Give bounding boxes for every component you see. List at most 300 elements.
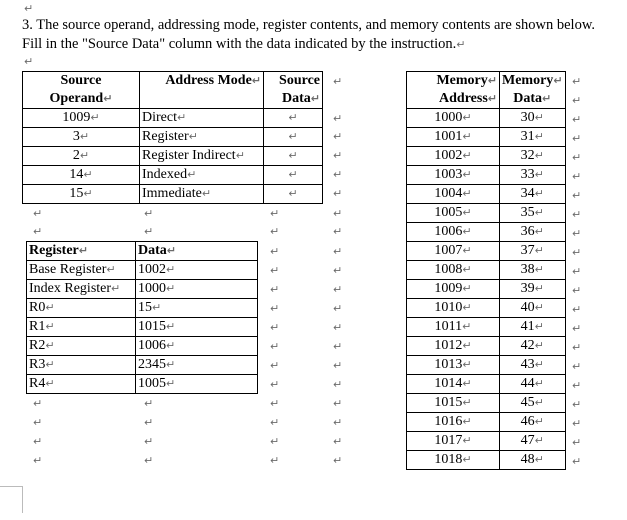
memory-address-cell-text: 1004 (434, 186, 463, 201)
paragraph-mark: ↵ (534, 358, 544, 371)
memory-address-cell-text: 1011 (434, 319, 463, 334)
paragraph-mark: ↵ (534, 434, 544, 447)
table-row (407, 375, 566, 394)
paragraph-mark: ↵ (33, 225, 43, 238)
table-row (407, 413, 566, 432)
paragraph-mark: ↵ (462, 206, 472, 219)
paragraph-mark: ↵ (24, 2, 34, 15)
paragraph-mark: ↵ (462, 187, 472, 200)
paragraph-mark: ↵ (201, 187, 212, 200)
memory-address-cell-text: 1010 (434, 300, 463, 315)
paragraph-mark: ↵ (333, 187, 343, 200)
table-row (27, 318, 258, 337)
paragraph-mark: ↵ (553, 74, 563, 87)
paragraph-mark: ↵ (288, 130, 298, 143)
memory-address-cell-text: 1017 (434, 433, 463, 448)
register-data-cell-text: 1000 (138, 281, 166, 296)
header-text: Memory (436, 73, 488, 88)
paragraph-mark: ↵ (235, 149, 245, 162)
address-mode-cell (140, 128, 264, 147)
table-row (23, 147, 323, 166)
memory-address-cell (407, 299, 500, 318)
header-source-data (264, 72, 323, 109)
source-table (22, 71, 323, 204)
paragraph-mark: ↵ (270, 340, 280, 353)
paragraph-mark: ↵ (534, 244, 544, 257)
paragraph-mark: ↵ (310, 92, 320, 105)
paragraph-mark: ↵ (270, 302, 280, 315)
source-operand-cell (23, 166, 140, 185)
header-data (136, 242, 258, 261)
paragraph-mark: ↵ (534, 225, 544, 238)
paragraph-mark: ↵ (462, 358, 472, 371)
register-data-cell (136, 299, 258, 318)
memory-data-cell (500, 147, 566, 166)
memory-data-cell (500, 451, 566, 470)
table-row (407, 299, 566, 318)
register-name-cell-text: R0 (29, 300, 46, 315)
source-operand-cell-text: 3 (72, 129, 80, 144)
memory-data-cell (500, 299, 566, 318)
memory-data-cell-text: 30 (520, 110, 535, 125)
register-data-cell-text: 1006 (138, 338, 166, 353)
paragraph-mark: ↵ (270, 321, 280, 334)
memory-data-cell (500, 280, 566, 299)
paragraph-mark: ↵ (534, 396, 544, 409)
paragraph-mark: ↵ (144, 454, 154, 467)
address-mode-cell (140, 147, 264, 166)
header-memory-address (407, 72, 500, 109)
register-name-cell (27, 375, 136, 394)
header-text: Data (513, 91, 543, 106)
memory-address-cell (407, 109, 500, 128)
paragraph-mark: ↵ (79, 130, 90, 143)
address-mode-cell-text: Register (142, 129, 189, 144)
register-data-cell (136, 337, 258, 356)
memory-data-cell-text: 34 (520, 186, 535, 201)
paragraph-mark: ↵ (572, 113, 582, 126)
memory-data-cell (500, 375, 566, 394)
paragraph-mark: ↵ (462, 263, 472, 276)
table-row (407, 356, 566, 375)
paragraph-mark: ↵ (33, 207, 43, 220)
paragraph-mark: ↵ (83, 168, 93, 181)
paragraph-mark: ↵ (333, 359, 343, 372)
paragraph-mark: ↵ (24, 55, 34, 68)
paragraph-mark: ↵ (462, 149, 472, 162)
header-text: Address (439, 91, 488, 106)
memory-address-cell (407, 166, 500, 185)
paragraph-mark: ↵ (33, 454, 43, 467)
page-corner (0, 486, 23, 513)
paragraph-mark: ↵ (144, 435, 154, 448)
paragraph-mark: ↵ (572, 132, 582, 145)
memory-data-cell (500, 185, 566, 204)
paragraph-mark: ↵ (176, 111, 187, 124)
memory-address-cell (407, 432, 500, 451)
question-label: 3. The source operand, addressing mode, register contents, and memory contents are shown below. Fill in the "Source Data" column with the data indicated by the instruction. (22, 17, 595, 52)
paragraph-mark: ↵ (33, 435, 43, 448)
address-mode-cell-text: Immediate (142, 186, 202, 201)
paragraph-mark: ↵ (187, 168, 197, 181)
paragraph-mark: ↵ (144, 225, 154, 238)
paragraph-mark: ↵ (572, 398, 582, 411)
paragraph-mark: ↵ (288, 168, 298, 181)
memory-address-cell-text: 1016 (434, 414, 463, 429)
paragraph-mark: ↵ (534, 282, 544, 295)
header-address-mode (140, 72, 264, 109)
paragraph-mark: ↵ (462, 130, 472, 143)
paragraph-mark: ↵ (462, 301, 472, 314)
paragraph-mark: ↵ (534, 206, 544, 219)
paragraph-mark: ↵ (462, 415, 472, 428)
paragraph-mark: ↵ (534, 130, 544, 143)
source-operand-cell-text: 2 (72, 148, 80, 163)
paragraph-mark: ↵ (333, 397, 343, 410)
memory-address-cell-text: 1005 (434, 205, 463, 220)
paragraph-mark: ↵ (572, 417, 582, 430)
memory-data-cell-text: 40 (520, 300, 535, 315)
table-row (407, 109, 566, 128)
paragraph-mark: ↵ (251, 74, 261, 87)
header-source-operand (23, 72, 140, 109)
memory-data-cell (500, 128, 566, 147)
register-data-cell-text: 2345 (138, 357, 166, 372)
header-text: Data (282, 91, 311, 106)
memory-data-cell-text: 37 (520, 243, 535, 258)
header-register (27, 242, 136, 261)
memory-table (406, 71, 566, 470)
register-data-cell (136, 356, 258, 375)
memory-address-cell (407, 128, 500, 147)
header-text: Memory (502, 73, 554, 88)
header-text: Address Mode (165, 73, 252, 88)
paragraph-mark: ↵ (462, 396, 472, 409)
table-row (407, 280, 566, 299)
paragraph-mark: ↵ (270, 359, 280, 372)
paragraph-mark: ↵ (166, 282, 176, 295)
paragraph-mark: ↵ (45, 301, 55, 314)
paragraph-mark: ↵ (333, 130, 343, 143)
memory-data-cell (500, 394, 566, 413)
paragraph-mark: ↵ (572, 94, 582, 107)
paragraph-mark: ↵ (534, 415, 544, 428)
paragraph-mark: ↵ (572, 303, 582, 316)
paragraph-mark: ↵ (333, 149, 343, 162)
paragraph-mark: ↵ (572, 379, 582, 392)
register-name-cell (27, 337, 136, 356)
paragraph-mark: ↵ (333, 225, 343, 238)
paragraph-mark: ↵ (462, 377, 472, 390)
source-data-cell[interactable] (264, 109, 323, 128)
memory-address-cell (407, 185, 500, 204)
table-row (27, 261, 258, 280)
paragraph-mark: ↵ (90, 111, 100, 124)
table-row (23, 166, 323, 185)
paragraph-mark: ↵ (572, 284, 582, 297)
memory-address-cell (407, 261, 500, 280)
paragraph-mark: ↵ (270, 435, 280, 448)
table-row (407, 261, 566, 280)
paragraph-mark: ↵ (456, 38, 466, 51)
paragraph-mark: ↵ (572, 227, 582, 240)
paragraph-mark: ↵ (572, 455, 582, 468)
memory-address-cell-text: 1003 (434, 167, 463, 182)
memory-data-cell (500, 413, 566, 432)
paragraph-mark: ↵ (78, 244, 88, 257)
table-row (407, 242, 566, 261)
memory-data-cell-text: 39 (520, 281, 535, 296)
paragraph-mark: ↵ (534, 453, 544, 466)
paragraph-mark: ↵ (333, 321, 343, 334)
memory-data-cell (500, 432, 566, 451)
address-mode-cell-text: Direct (142, 110, 177, 125)
table-row (407, 318, 566, 337)
memory-address-cell-text: 1009 (434, 281, 463, 296)
paragraph-mark: ↵ (288, 149, 298, 162)
memory-data-cell-text: 36 (520, 224, 535, 239)
paragraph-mark: ↵ (462, 320, 472, 333)
memory-data-cell (500, 204, 566, 223)
table-row (407, 166, 566, 185)
memory-address-cell-text: 1012 (434, 338, 463, 353)
table-row (27, 356, 258, 375)
paragraph-mark: ↵ (462, 282, 472, 295)
paragraph-mark: ↵ (270, 454, 280, 467)
paragraph-mark: ↵ (270, 245, 280, 258)
register-data-cell-text: 1002 (138, 262, 166, 277)
paragraph-mark: ↵ (45, 339, 55, 352)
paragraph-mark: ↵ (166, 358, 176, 371)
table-row (27, 375, 258, 394)
paragraph-mark: ↵ (45, 358, 55, 371)
header-text: Register (29, 243, 79, 258)
header-text: Operand (49, 91, 104, 106)
paragraph-mark: ↵ (572, 436, 582, 449)
table-row (23, 109, 323, 128)
paragraph-mark: ↵ (166, 244, 176, 257)
memory-address-cell (407, 375, 500, 394)
memory-data-cell-text: 47 (520, 433, 535, 448)
memory-address-cell-text: 1015 (434, 395, 463, 410)
paragraph-mark: ↵ (534, 377, 544, 390)
header-text: Source (60, 73, 102, 88)
register-data-cell-text: 1015 (138, 319, 166, 334)
table-row (27, 337, 258, 356)
source-operand-cell-text: 1009 (62, 110, 91, 125)
memory-address-cell-text: 1001 (434, 129, 463, 144)
table-row (23, 185, 323, 204)
paragraph-mark: ↵ (572, 170, 582, 183)
memory-data-cell-text: 46 (520, 414, 535, 429)
paragraph-mark: ↵ (270, 397, 280, 410)
paragraph-mark: ↵ (270, 264, 280, 277)
paragraph-mark: ↵ (144, 207, 154, 220)
paragraph-mark: ↵ (487, 74, 497, 87)
table-row (23, 128, 323, 147)
register-name-cell (27, 356, 136, 375)
memory-address-cell-text: 1013 (434, 357, 463, 372)
paragraph-mark: ↵ (333, 168, 343, 181)
paragraph-mark: ↵ (288, 111, 298, 124)
paragraph-mark: ↵ (572, 341, 582, 354)
source-data-cell[interactable] (264, 185, 323, 204)
table-row (407, 147, 566, 166)
paragraph-mark: ↵ (288, 187, 298, 200)
paragraph-mark: ↵ (333, 207, 343, 220)
register-name-cell-text: Base Register (29, 262, 107, 277)
register-name-cell-text: R3 (29, 357, 46, 372)
memory-data-cell (500, 261, 566, 280)
register-name-cell (27, 318, 136, 337)
memory-data-cell-text: 48 (520, 452, 535, 467)
register-name-cell (27, 299, 136, 318)
address-mode-cell-text: Register Indirect (142, 148, 236, 163)
paragraph-mark: ↵ (45, 377, 55, 390)
paragraph-mark: ↵ (542, 92, 552, 105)
source-data-cell[interactable] (264, 128, 323, 147)
memory-data-cell (500, 337, 566, 356)
paragraph-mark: ↵ (462, 244, 472, 257)
paragraph-mark: ↵ (79, 149, 90, 162)
memory-data-cell (500, 242, 566, 261)
paragraph-mark: ↵ (534, 339, 544, 352)
paragraph-mark: ↵ (572, 75, 582, 88)
memory-data-cell (500, 109, 566, 128)
question-text (22, 16, 617, 54)
paragraph-mark: ↵ (572, 246, 582, 259)
table-row (407, 432, 566, 451)
source-data-cell[interactable] (264, 147, 323, 166)
memory-address-cell (407, 280, 500, 299)
memory-address-cell-text: 1008 (434, 262, 463, 277)
register-table (26, 241, 258, 394)
paragraph-mark: ↵ (572, 360, 582, 373)
paragraph-mark: ↵ (333, 435, 343, 448)
register-name-cell-text: R2 (29, 338, 46, 353)
paragraph-mark: ↵ (534, 301, 544, 314)
paragraph-mark: ↵ (534, 168, 544, 181)
address-mode-cell (140, 109, 264, 128)
memory-data-cell-text: 32 (520, 148, 535, 163)
paragraph-mark: ↵ (462, 339, 472, 352)
source-operand-cell-text: 15 (69, 186, 84, 201)
memory-address-cell (407, 356, 500, 375)
memory-data-cell-text: 35 (520, 205, 535, 220)
paragraph-mark: ↵ (103, 92, 113, 105)
source-data-cell[interactable] (264, 166, 323, 185)
register-name-cell (27, 261, 136, 280)
register-data-cell (136, 318, 258, 337)
memory-address-cell (407, 451, 500, 470)
paragraph-mark: ↵ (270, 207, 280, 220)
header-text: Source (279, 73, 320, 88)
paragraph-mark: ↵ (270, 283, 280, 296)
memory-address-cell-text: 1006 (434, 224, 463, 239)
paragraph-mark: ↵ (462, 225, 472, 238)
address-mode-cell (140, 166, 264, 185)
paragraph-mark: ↵ (572, 322, 582, 335)
paragraph-mark: ↵ (572, 151, 582, 164)
paragraph-mark: ↵ (333, 112, 343, 125)
paragraph-mark: ↵ (111, 282, 121, 295)
memory-data-cell (500, 318, 566, 337)
paragraph-mark: ↵ (166, 377, 176, 390)
paragraph-mark: ↵ (33, 416, 43, 429)
table-row (407, 337, 566, 356)
paragraph-mark: ↵ (462, 111, 472, 124)
paragraph-mark: ↵ (333, 283, 343, 296)
paragraph-mark: ↵ (534, 111, 544, 124)
memory-address-cell (407, 147, 500, 166)
memory-data-cell-text: 43 (520, 357, 535, 372)
paragraph-mark: ↵ (572, 265, 582, 278)
paragraph-mark: ↵ (166, 339, 176, 352)
memory-data-cell-text: 33 (520, 167, 535, 182)
header-text: Data (138, 243, 167, 258)
memory-address-cell (407, 242, 500, 261)
memory-address-cell-text: 1014 (434, 376, 463, 391)
memory-data-cell-text: 41 (520, 319, 535, 334)
source-operand-cell (23, 128, 140, 147)
paragraph-mark: ↵ (270, 378, 280, 391)
paragraph-mark: ↵ (534, 149, 544, 162)
paragraph-mark: ↵ (462, 168, 472, 181)
paragraph-mark: ↵ (534, 187, 544, 200)
register-data-cell-text: 1005 (138, 376, 166, 391)
paragraph-mark: ↵ (333, 264, 343, 277)
source-operand-cell (23, 147, 140, 166)
table-row (407, 185, 566, 204)
memory-address-cell (407, 337, 500, 356)
register-name-cell (27, 280, 136, 299)
paragraph-mark: ↵ (166, 320, 176, 333)
paragraph-mark: ↵ (106, 263, 116, 276)
paragraph-mark: ↵ (333, 245, 343, 258)
register-name-cell-text: R1 (29, 319, 46, 334)
table-row (407, 128, 566, 147)
table-row (407, 223, 566, 242)
table-row (407, 394, 566, 413)
memory-data-cell-text: 38 (520, 262, 535, 277)
register-data-cell (136, 375, 258, 394)
memory-address-cell (407, 204, 500, 223)
register-data-cell-text: 15 (138, 300, 152, 315)
register-name-cell-text: Index Register (29, 281, 112, 296)
paragraph-mark: ↵ (144, 397, 154, 410)
memory-data-cell (500, 223, 566, 242)
memory-address-cell (407, 413, 500, 432)
paragraph-mark: ↵ (462, 453, 472, 466)
paragraph-mark: ↵ (144, 416, 154, 429)
memory-address-cell-text: 1007 (434, 243, 463, 258)
address-mode-cell-text: Indexed (142, 167, 188, 182)
memory-address-cell-text: 1018 (434, 452, 463, 467)
paragraph-mark: ↵ (270, 225, 280, 238)
source-operand-cell-text: 14 (69, 167, 84, 182)
paragraph-mark: ↵ (270, 416, 280, 429)
paragraph-mark: ↵ (534, 320, 544, 333)
memory-data-cell-text: 45 (520, 395, 535, 410)
paragraph-mark: ↵ (534, 263, 544, 276)
table-row (27, 299, 258, 318)
memory-address-cell-text: 1002 (434, 148, 463, 163)
paragraph-mark: ↵ (333, 75, 343, 88)
memory-data-cell-text: 42 (520, 338, 535, 353)
paragraph-mark: ↵ (83, 187, 93, 200)
paragraph-mark: ↵ (333, 454, 343, 467)
paragraph-mark: ↵ (572, 189, 582, 202)
